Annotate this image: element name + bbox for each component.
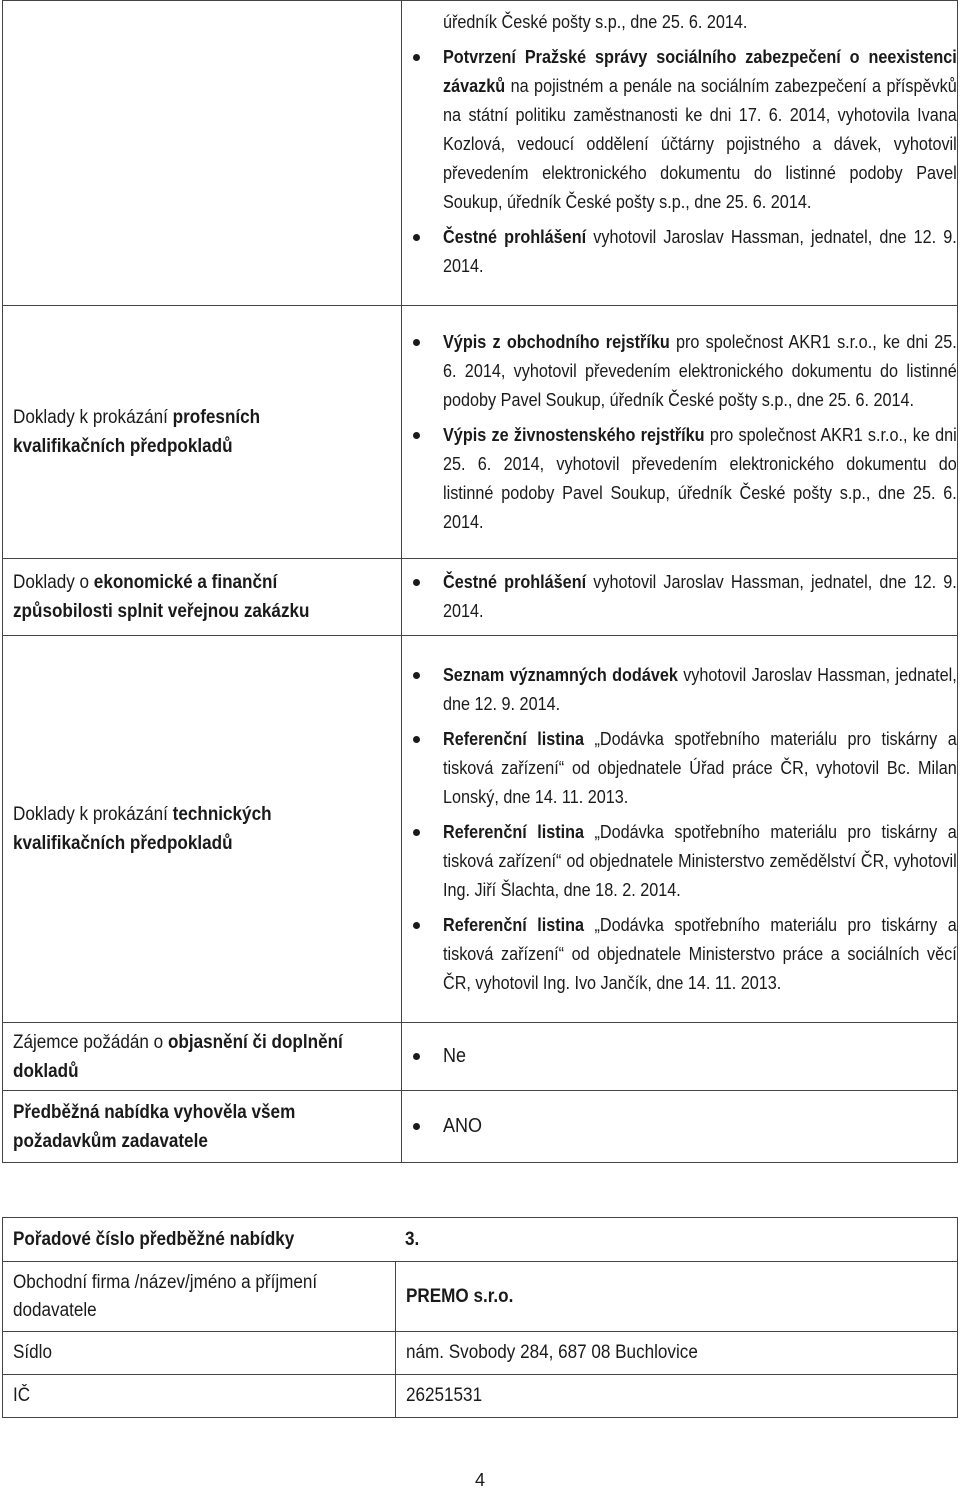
text: vyhotovil Jaroslav Hassman, jednatel, dne 12. 9. 2014. [442,664,957,714]
firm-value: PREMO s.r.o. [395,1262,957,1332]
list-item [410,8,957,37]
bullet-list [410,568,957,626]
row-content [401,1091,957,1163]
order-label: Pořadové číslo předběžné nabídky [3,1218,396,1262]
list-item-text [443,43,957,217]
bold-text: Referenční listina [442,914,584,935]
row-label [3,1023,402,1091]
row-content [401,636,957,1023]
list-item [410,911,957,998]
text: vyhotovil Jaroslav Hassman, jednatel, dne 12. 9. 2014. [442,227,957,276]
list-item [410,725,957,812]
text: Ne [442,1045,466,1067]
list-item [410,568,957,626]
bold-text: ekonomické a finanční způsobilosti splnit veřejnou zakázku [13,572,310,622]
list-item [410,328,957,415]
qualification-table [2,0,958,1163]
label-text [13,800,357,858]
list-item-text [443,223,957,281]
table-row [3,306,958,559]
bold-text: Výpis ze živnostenského rejstříku [442,424,705,445]
row-label [3,636,402,1023]
ic-label: IČ [3,1375,396,1418]
list-item-text [443,568,957,626]
text: pro společnost AKR1 s.r.o., ke dni 25. 6. 2014, vyhotovil převedením elektronického dokumentu do listinné podoby Pavel Soukup, úředník České pošty s.p., dne 25. 6. 2014. [442,424,957,532]
page-number: 4 [474,1470,485,1490]
order-value: 3. [395,1218,957,1262]
bullet-list [410,328,957,537]
bold-text: Seznam významných dodávek [442,664,678,685]
bold-text: Čestné prohlášení [442,572,586,592]
list-item [410,223,957,281]
bullet-list [410,1042,957,1071]
row-content [401,1,957,306]
bold-text: Potvrzení Pražské správy sociálního zabezpečení o neexistenci závazků [442,47,957,96]
table-row [3,636,958,1023]
list-item [410,1042,957,1071]
text: ANO [442,1115,482,1137]
bold-text: Předběžná nabídka vyhověla všem požadavkům zadavatele [13,1101,296,1152]
list-item [410,818,957,905]
bold-text: Výpis z obchodního rejstříku [442,331,670,352]
list-item-text [443,1112,957,1141]
list-item-text [443,328,957,415]
seat-value: nám. Svobody 284, 687 08 Buchlovice [395,1332,957,1375]
row-label [3,1091,402,1163]
bullet-list [410,8,957,281]
text: „Dodávka spotřebního materiálu pro tiskárny a tisková zařízení“ od objednatele Úřad práce ČR, vyhotovil Bc. Milan Lonský, dne 14. 11. 2013. [442,728,957,807]
ic-value: 26251531 [395,1375,957,1418]
list-item-text [443,421,957,537]
offer-summary-table [2,1217,958,1418]
text: „Dodávka spotřebního materiálu pro tiskárny a tisková zařízení“ od objednatele Ministerstvo práce a sociálních věcí ČR, vyhotovil Ing. Ivo Jančík, dne 14. 11. 2013. [442,914,957,993]
bullet-list [410,661,957,998]
list-item-text [443,725,957,812]
table-row [3,1262,958,1332]
bold-text: Referenční listina [442,728,584,749]
text: pro společnost AKR1 s.r.o., ke dni 25. 6. 2014, vyhotovil převedením elektronického dokumentu do listinné podoby Pavel Soukup, úředník České pošty s.p., dne 25. 6. 2014. [442,331,957,410]
text: Doklady k prokázání [13,804,173,825]
list-item-text [443,911,957,998]
label-text [13,403,357,461]
list-item-text [443,818,957,905]
text: Doklady o [13,572,94,593]
table-row [3,1375,958,1418]
table-row [3,1332,958,1375]
text: vyhotovil Jaroslav Hassman, jednatel, dne 12. 9. 2014. [442,572,957,621]
list-item [410,661,957,719]
table-row [3,1023,958,1091]
table-row [3,559,958,636]
label-text [13,568,357,626]
bold-text: profesních kvalifikačních předpokladů [13,407,261,457]
seat-label: Sídlo [3,1332,396,1375]
list-item [410,1112,957,1141]
list-item-text [443,1042,957,1071]
table-row [3,1091,958,1163]
firm-label: Obchodní firma /název/jméno a příjmení dodavatele [3,1262,396,1332]
text: „Dodávka spotřebního materiálu pro tiskárny a tisková zařízení“ od objednatele Ministerstvo zemědělství ČR, vyhotovil Ing. Jiří Šlachta, dne 18. 2. 2014. [442,821,957,900]
text: Doklady k prokázání [13,407,173,428]
bold-text: objasnění či doplnění dokladů [13,1031,343,1082]
table-row [3,1,958,306]
bold-text: technických kvalifikačních předpokladů [13,804,272,854]
label-text [13,1098,357,1156]
row-label [3,1,402,306]
row-label [3,306,402,559]
text: na pojistném a penále na sociálním zabezpečení a příspěvků na státní politiku zaměstnanosti ke dni 17. 6. 2014, vyhotovila Ivana Kozlová, vedoucí oddělení účtárny pojistného a dávek, vyhotovil převedením elektronického dokumentu do listinné podoby Pavel Soukup, úředník České pošty s.p., dne 25. 6. 2014. [442,76,957,212]
row-label [3,559,402,636]
table-row [3,1218,958,1262]
label-text [13,1028,357,1086]
text: úředník České pošty s.p., dne 25. 6. 2014. [442,12,748,32]
bullet-list [410,1112,957,1141]
list-item [410,43,957,217]
bold-text: Čestné prohlášení [442,227,586,247]
text: Zájemce požádán o [13,1031,168,1053]
row-content [401,306,957,559]
list-item [410,421,957,537]
row-content [401,1023,957,1091]
list-item-text [443,8,957,37]
list-item-text [443,661,957,719]
bold-text: Referenční listina [442,821,584,842]
row-content [401,559,957,636]
